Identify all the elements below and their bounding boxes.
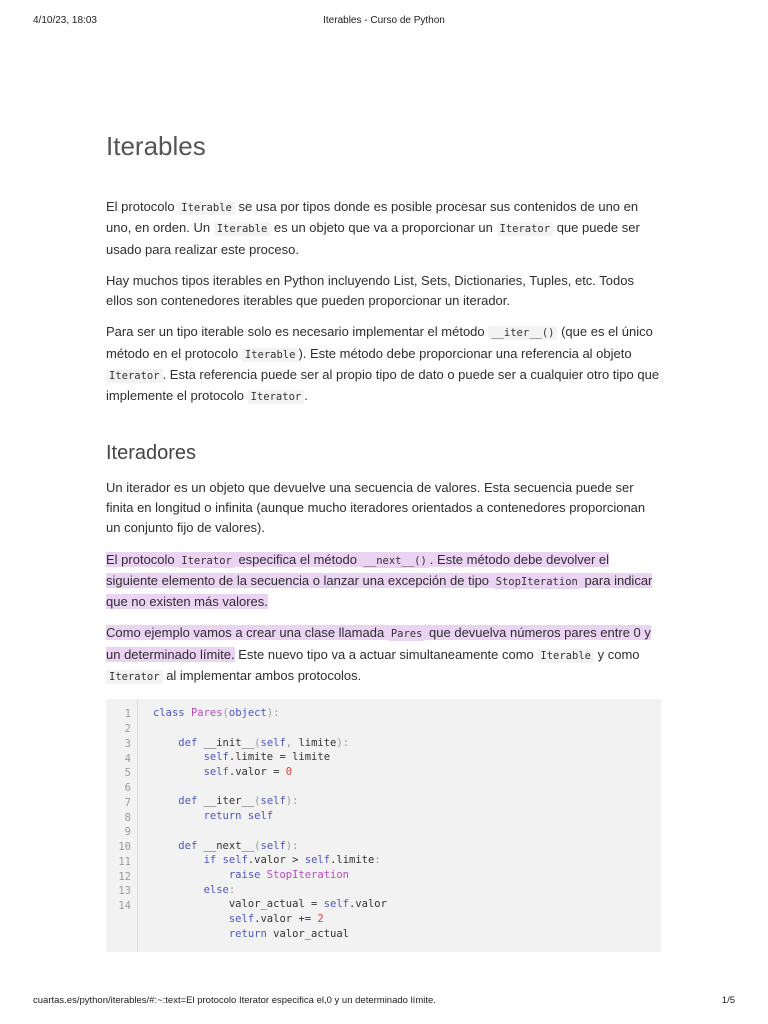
line-number: 5 <box>124 767 131 780</box>
text-highlight: Como ejemplo vamos a crear una clase llamada Pares que devuelva números pares entre 0 y un determinado límite. <box>106 625 651 662</box>
inline-code: Iterator <box>497 222 554 236</box>
code-line: raise StopIteration <box>228 868 349 881</box>
code-line: self.valor = 0 <box>203 766 293 779</box>
paragraph-next-method <box>106 550 661 613</box>
code-line: class Pares(object): <box>153 707 280 720</box>
code-line: valor_actual = self.valor <box>153 898 387 911</box>
paragraph-iter-method: Para ser un tipo iterable solo es necesario implementar el método __iter__() (que es el único método en el protocolo Iterable ). Este método debe proporcionar una referencia al objeto Iterator . Esta referencia puede ser al propio tipo de dato o puede ser a cualquier otro tipo que implemente el protocolo Iterator . <box>106 324 660 404</box>
code-line: else: <box>203 883 236 896</box>
line-number: 9 <box>124 826 131 839</box>
code-line: self.valor += 2 <box>228 912 324 925</box>
line-number: 11 <box>118 855 131 868</box>
print-page-title: Iterables - Curso de Python <box>323 15 445 26</box>
article <box>106 128 661 952</box>
inline-code: __next__() <box>361 554 430 568</box>
code-lines <box>153 706 651 941</box>
inline-code: __iter__() <box>488 326 557 340</box>
inline-code: Iterable <box>537 649 594 663</box>
code-line: def __init__(self, limite): <box>178 736 350 749</box>
print-header <box>33 15 735 31</box>
line-number: 10 <box>118 841 131 854</box>
inline-code: Iterator <box>106 670 163 684</box>
code-line: def __next__(self): <box>178 839 299 852</box>
line-number: 8 <box>124 811 131 824</box>
code-block <box>106 699 661 952</box>
line-number: 3 <box>124 737 131 750</box>
code-line: self.limite = limite <box>203 751 331 764</box>
inline-code: Iterable <box>242 348 299 362</box>
section-title: Iteradores <box>106 441 197 464</box>
code-line: return valor_actual <box>228 927 349 940</box>
line-number-gutter <box>106 699 138 952</box>
code-line: def __iter__(self): <box>178 795 299 808</box>
page-title: Iterables <box>106 131 206 161</box>
inline-code: Iterator <box>106 369 163 383</box>
paragraph-intro: El protocolo Iterable se usa por tipos donde es posible procesar sus contenidos de uno en uno, en orden. Un Iterable es un objeto que va a proporcionar un Iterator que puede ser usado para realizar este proceso. <box>106 199 640 257</box>
print-url: cuartas.es/python/iterables/#:~:text=El protocolo Iterator especifica el,0 y un determinado límite. <box>33 995 436 1006</box>
line-number: 12 <box>118 870 131 883</box>
print-timestamp: 4/10/23, 18:03 <box>33 15 97 26</box>
paragraph-types: Hay muchos tipos iterables en Python incluyendo List, Sets, Dictionaries, Tuples, etc. Todos ellos son contenedores iterables que pueden proporcionar un iterador. <box>106 272 634 309</box>
line-number: 14 <box>118 900 131 913</box>
code-line <box>153 780 651 795</box>
paragraph-example: Como ejemplo vamos a crear una clase llamada Pares que devuelva números pares entre 0 y un determinado límite. Este nuevo tipo va a actuar simultaneamente como Iterable y como Iterator al implementar ambos protocolos. <box>106 625 651 684</box>
text-highlight: El protocolo Iterator especifica el método __next__() . Este método debe devolver el siguiente elemento de la secuencia o lanzar una excepción de tipo StopIteration para indicar que no existen más valores. <box>106 551 653 610</box>
code-line <box>153 721 651 736</box>
print-page-number: 1/5 <box>721 995 735 1006</box>
inline-code: Iterator <box>248 390 305 404</box>
inline-code: Iterable <box>178 201 235 215</box>
line-number: 7 <box>124 796 131 809</box>
inline-code: Iterator <box>178 554 235 568</box>
inline-code: Iterable <box>214 222 271 236</box>
line-number: 1 <box>124 708 131 721</box>
inline-code: Pares <box>388 627 426 641</box>
line-number: 4 <box>124 752 131 765</box>
inline-code: StopIteration <box>493 575 581 589</box>
code-line: return self <box>203 810 274 823</box>
paragraph-iterator-def: Un iterador es un objeto que devuelve una secuencia de valores. Esta secuencia puede ser finita en longitud o infinita (aunque mucho iteradores orientados a contenedores proporcionan un conjunto fijo de valores). <box>106 479 646 536</box>
code-line: if self.valor > self.limite: <box>203 854 381 867</box>
line-number: 13 <box>118 885 131 898</box>
line-number: 2 <box>124 723 131 736</box>
line-number: 6 <box>124 782 131 795</box>
print-footer <box>33 995 735 1009</box>
code-line <box>153 824 651 839</box>
